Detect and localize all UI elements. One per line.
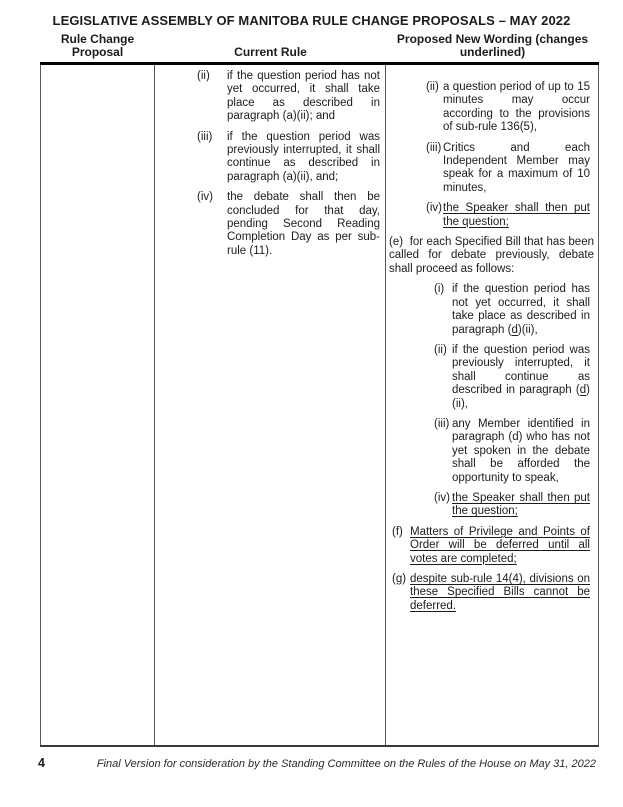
item-label: (iii) [434,417,450,430]
rule-item-iii [386,142,598,196]
item-text [443,81,590,135]
item-label: (iii) [426,141,442,154]
page-title: LEGISLATIVE ASSEMBLY OF MANITOBA RULE CHANGE PROPOSALS – MAY 2022 [52,13,571,28]
underlined-text: d [579,384,587,397]
text-run: )(ii), [452,384,590,410]
item-text [443,202,590,229]
text-run: if the question period has not yet occurred, it shall take place as described in paragraph (a)(ii); and [227,70,380,123]
item-label: (ii) [197,70,210,82]
rule-item-e [386,236,598,276]
underlined-text: Matters of Privilege and Points of Order will be deferred until all votes are completed; [410,525,590,565]
item-label: (iv) [434,491,450,504]
item-text [452,344,590,411]
item-label: (iv) [197,191,213,204]
item-text [410,573,590,613]
underlined-text: the Speaker shall then put the question; [452,491,590,518]
cell-rule-change-proposal [40,65,155,745]
item-text [452,418,590,485]
rule-item-g [386,573,598,613]
column-header-current-rule: Current Rule [234,44,307,59]
item-text [410,526,590,566]
table-header-row [40,33,599,61]
rule-item-ii [386,81,598,135]
text-run: )(ii), [517,323,538,336]
item-label: (f) [392,525,403,538]
footer-note: Final Version for consideration by the Standing Committee on the Rules of the House on May 31, 2022 [96,758,596,770]
rule-item-ii [386,344,598,411]
rule-item-iv [386,202,598,229]
text-run: for each Specified Bill that has been called for debate previously, debate shall proceed as follows: [389,236,594,275]
text-run: if the question period has not yet occurred, it shall take place as described in paragraph ( [452,283,590,336]
underlined-text: d [511,323,518,336]
rule-item-iv [386,492,598,519]
item-label: (g) [392,573,407,585]
rule-item-iv [155,191,380,258]
rule-change-table [40,62,599,747]
rule-item-iii [155,131,380,185]
text-run: any Member identified in paragraph (d) who has not yet spoken in the debate shall be afforded the opportunity to speak, [452,417,590,484]
item-text [227,70,380,124]
item-label: (e) [389,236,404,249]
page-number: 4 [38,756,45,770]
cell-current-rule [155,65,386,745]
item-text [227,131,380,185]
column-header-rule-change-proposal: Rule Change Proposal [60,32,135,59]
text-run: Critics and each Independent Member may speak for a maximum of 10 minutes, [443,141,590,194]
item-text [452,283,590,337]
text-run: a question period of up to 15 minutes may occur according to the provisions of sub-rule 136(5), [443,81,590,134]
page-footer [38,756,596,770]
item-label: (ii) [426,81,439,93]
item-label: (i) [434,283,445,296]
item-label: (ii) [434,343,447,356]
rule-item-f [386,526,598,566]
text-run: if the question period was previously interrupted, it shall continue as described in paragraph ( [452,343,590,397]
rule-item-iii [386,418,598,485]
item-text [452,492,590,519]
rule-item-i [386,283,598,337]
item-label: (iii) [197,130,213,143]
text-run: the debate shall then be concluded for that day, pending Second Reading Completion Day as per sub-rule (11). [227,191,380,257]
underlined-text: the Speaker shall then put the question; [443,202,590,228]
item-label: (iv) [426,202,442,215]
rule-item-ii [155,70,380,124]
column-header-proposed-new-wording: Proposed New Wording (changes underlined) [396,32,589,59]
item-text [443,142,590,196]
item-text [227,191,380,258]
cell-proposed-new-wording [386,65,599,745]
text-run: if the question period was previously interrupted, it shall continue as described in paragraph (a)(ii), and; [227,130,380,183]
underlined-text: despite sub-rule 14(4), divisions on these Specified Bills cannot be deferred. [410,573,590,612]
